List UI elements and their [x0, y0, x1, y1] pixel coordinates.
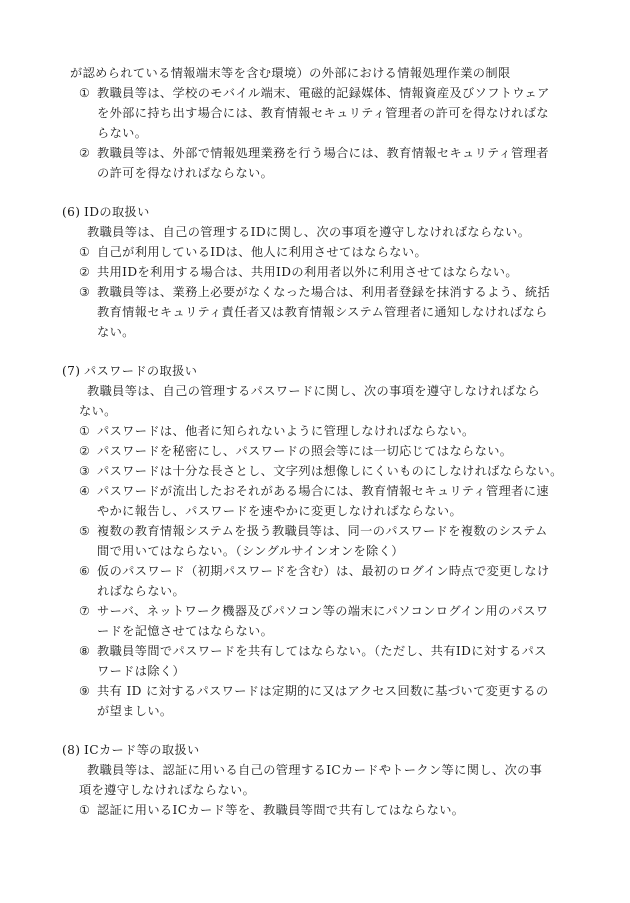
item-marker: ③ — [79, 285, 91, 299]
section-title: IDの取扱い — [84, 205, 150, 219]
item-marker: ① — [79, 245, 91, 259]
item-line: ードを記憶させてはならない。 — [97, 624, 274, 638]
section-title: パスワードの取扱い — [84, 364, 198, 378]
item-marker: ① — [79, 86, 91, 100]
item-marker: ① — [79, 424, 91, 438]
item-line: 複数の教育情報システムを扱う教職員等は、同一のパスワードを複数のシステム — [97, 524, 548, 538]
list-item — [79, 484, 549, 499]
item-line: パスワードを秘密にし、パスワードの照会等には一切応じてはならない。 — [97, 444, 513, 458]
item-line: の許可を得なければならない。 — [97, 166, 274, 180]
item-marker: ④ — [79, 484, 91, 498]
item-line: パスワードは、他者に知られないように管理しなければならない。 — [97, 424, 475, 438]
section-lead: 教職員等は、自己の管理するIDに関し、次の事項を遵守しなければならない。 — [87, 225, 531, 239]
item-line: を外部に持ち出す場合には、教育情報セキュリティ管理者の許可を得なければな — [97, 106, 549, 120]
intro-heading: が認められている情報端末等を含む環境）の外部における情報処理作業の制限 — [70, 66, 511, 80]
list-item — [79, 803, 464, 818]
list-item — [79, 564, 550, 579]
section-heading-7 — [62, 364, 197, 379]
list-item — [79, 524, 548, 539]
item-line: ワードは除く） — [97, 664, 186, 678]
item-line: ればならない。 — [97, 584, 186, 598]
item-line: やかに報告し、パスワードを速やかに変更しなければならない。 — [97, 504, 463, 518]
list-item — [79, 285, 550, 300]
section-number: (6) — [62, 205, 81, 219]
section-lead: ない。 — [79, 404, 117, 418]
list-item — [79, 604, 548, 619]
section-title: ICカード等の取扱い — [84, 743, 200, 757]
list-item — [79, 644, 547, 659]
list-item — [79, 684, 549, 699]
section-lead: 教職員等は、認証に用いる自己の管理するICカードやトークン等に関し、次の事 — [87, 763, 543, 777]
item-marker: ② — [79, 444, 91, 458]
item-line: 認証に用いるICカード等を、教職員等間で共有してはならない。 — [97, 803, 465, 817]
item-marker: ② — [79, 265, 91, 279]
item-line: 教職員等間でパスワードを共有してはならない。（ただし、共有IDに対するパス — [97, 644, 547, 658]
item-marker: ⑦ — [79, 604, 91, 618]
section-number: (8) — [62, 743, 81, 757]
item-marker: ⑤ — [79, 524, 91, 538]
item-line: らない。 — [97, 126, 148, 140]
item-line: 共有 ID に対するパスワードは定期的に又はアクセス回数に基づいて変更するの — [97, 684, 549, 698]
list-item — [79, 424, 475, 439]
item-marker: ⑨ — [79, 684, 91, 698]
list-item — [79, 464, 563, 479]
item-line: 自己が利用しているIDは、他人に利用させてはならない。 — [97, 245, 428, 259]
section-heading-8 — [62, 743, 200, 758]
item-line: サーバ、ネットワーク機器及びパソコン等の端末にパソコンログイン用のパスワ — [97, 604, 549, 618]
section-lead: 項を遵守しなければならない。 — [79, 783, 256, 797]
item-marker: ⑧ — [79, 644, 91, 658]
item-line: パスワードが流出したおそれがある場合には、教育情報セキュリティ管理者に速 — [97, 484, 549, 498]
item-marker: ⑥ — [79, 564, 91, 578]
section-heading-6 — [62, 205, 150, 220]
item-line: 教育情報セキュリティ責任者又は教育情報システム管理者に通知しなければなら — [97, 305, 548, 319]
intro-item-2 — [79, 146, 549, 161]
item-line: 間で用いてはならない。（シングルサインオンを除く） — [97, 544, 404, 558]
item-line: が望ましい。 — [97, 704, 173, 718]
item-marker: ② — [79, 146, 91, 160]
item-line: 教職員等は、学校のモバイル端末、電磁的記録媒体、情報資産及びソフトウェア — [97, 86, 550, 100]
section-lead: 教職員等は、自己の管理するパスワードに関し、次の事項を遵守しなければなら — [87, 384, 541, 398]
list-item — [79, 245, 427, 260]
item-line: パスワードは十分な長さとし、文字列は想像しにくいものにしなければならない。 — [97, 464, 563, 478]
item-line: ない。 — [97, 325, 135, 339]
section-number: (7) — [62, 364, 81, 378]
item-line: 仮のパスワード（初期パスワードを含む）は、最初のログイン時点で変更しなけ — [97, 564, 550, 578]
item-marker: ③ — [79, 464, 91, 478]
item-line: 教職員等は、外部で情報処理業務を行う場合には、教育情報セキュリティ管理者 — [97, 146, 549, 160]
list-item — [79, 265, 518, 280]
intro-item-1 — [79, 86, 550, 101]
list-item — [79, 444, 512, 459]
item-line: 教職員等は、業務上必要がなくなった場合は、利用者登録を抹消するよう、統括 — [97, 285, 551, 299]
item-marker: ① — [79, 803, 91, 817]
item-line: 共用IDを利用する場合は、共用IDの利用者以外に利用させてはならない。 — [97, 265, 518, 279]
